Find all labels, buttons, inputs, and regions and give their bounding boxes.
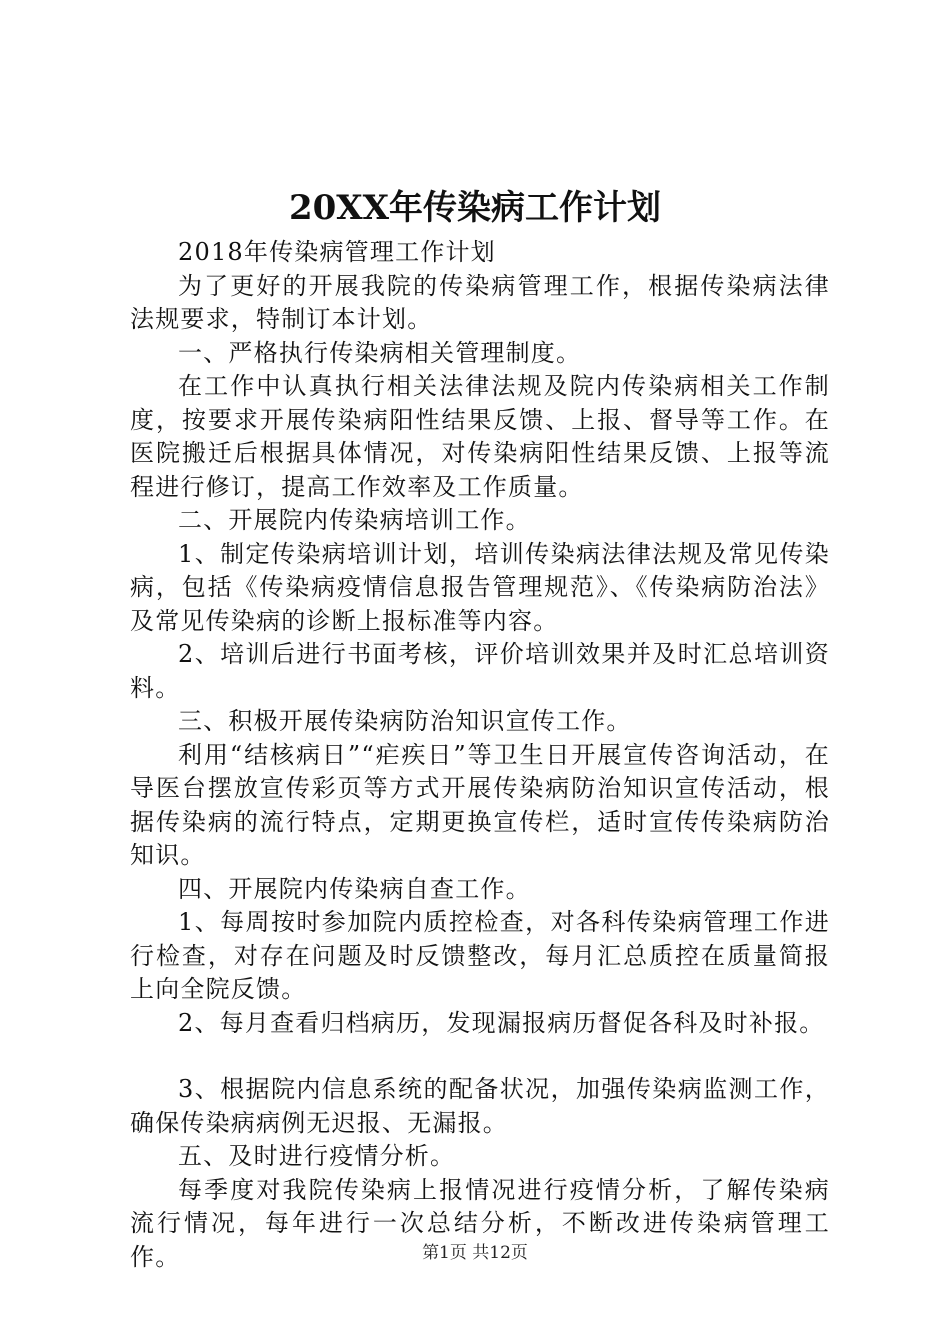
- section-4-item-1: 1、每周按时参加院内质控检查，对各科传染病管理工作进行检查，对存在问题及时反馈整改，每月汇总质控在质量简报上向全院反馈。: [130, 908, 830, 1003]
- section-heading-1: 一、严格执行传染病相关管理制度。: [178, 338, 582, 367]
- section-5-paragraph: 每季度对我院传染病上报情况进行疫情分析，了解传染病流行情况，每年进行一次总结分析，不断改进传染病管理工作。: [130, 1175, 830, 1271]
- section-heading-5: 五、及时进行疫情分析。: [178, 1142, 456, 1170]
- document-title: 20XX年传染病工作计划: [288, 188, 662, 228]
- section-3-paragraph: 利用“结核病日”“疟疾日”等卫生日开展宣传咨询活动，在导医台摆放宣传彩页等方式开展传染病防治知识宣传活动，根据传染病的流行特点，定期更换宣传栏，适时宣传传染病防治知识。: [130, 740, 830, 869]
- section-heading-4: 四、开展院内传染病自查工作。: [178, 874, 531, 903]
- section-1-paragraph: 在工作中认真执行相关法律法规及院内传染病相关工作制度，按要求开展传染病阳性结果反馈、上报、督导等工作。在医院搬迁后根据具体情况，对传染病阳性结果反馈、上报等流程进行修订，提高工作效率及工作质量。: [130, 372, 830, 501]
- section-2-item-1: 1、制定传染病培训计划，培训传染病法律法规及常见传染病，包括《传染病疫情信息报告管理规范》、《传染病防治法》及常见传染病的诊断上报标准等内容。: [130, 539, 830, 635]
- intro-paragraph: 为了更好的开展我院的传染病管理工作，根据传染病法律法规要求，特制订本计划。: [130, 271, 830, 333]
- section-4-item-3: 3、根据院内信息系统的配备状况，加强传染病监测工作，确保传染病病例无迟报、无漏报。: [130, 1075, 830, 1137]
- document-body: [130, 236, 830, 1274]
- section-heading-2: 二、开展院内传染病培训工作。: [178, 506, 531, 534]
- section-heading-3: 三、积极开展传染病防治知识宣传工作。: [178, 707, 632, 735]
- page-number: 第1页 共12页: [422, 1243, 528, 1263]
- section-4-item-2: 2、每月查看归档病历，发现漏报病历督促各科及时补报。: [178, 1008, 825, 1037]
- subtitle-paragraph: 2018年传染病管理工作计划: [178, 238, 496, 266]
- section-2-item-2: 2、培训后进行书面考核，评价培训效果并及时汇总培训资料。: [130, 640, 830, 702]
